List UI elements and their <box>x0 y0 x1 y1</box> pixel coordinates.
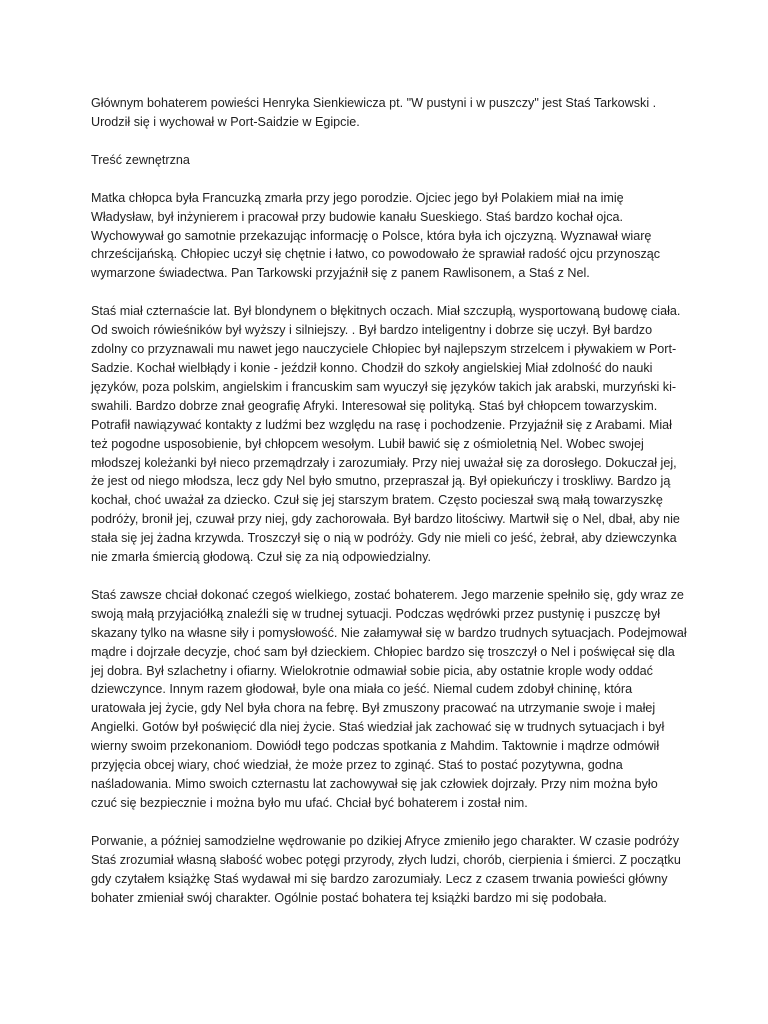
document-body <box>91 94 687 926</box>
paragraph-heroism: Staś zawsze chciał dokonać czegoś wielkiego, zostać bohaterem. Jego marzenie spełniło się, gdy wraz ze swoją małą przyjaciółką znaleźli się w trudnej sytuacji. Podczas wędrówki przez pustynię i puszczę był skazany tylko na własne siły i pomysłowość. Nie załamywał się w bardzo trudnych sytuacjach. Podejmował mądre i dojrzałe decyzje, choć sam był dzieckiem. Chłopiec bardzo się troszczył o Nel i poświęcał się dla jej dobra. Był szlachetny i ofiarny. Wielokrotnie odmawiał sobie picia, aby ostatnie krople wody oddać dziewczynce. Innym razem głodował, byle ona miała co jeść. Niemal cudem zdobył chininę, która uratowała jej życie, gdy Nel była chora na febrę. Był zmuszony pracować na utrzymanie swoje i małej Angielki. Gotów był poświęcić dla niej życie. Staś wiedział jak zachować się w trudnych sytuacjach i był wierny swoim przekonaniom. Dowiódł tego podczas spotkania z Mahdim. Taktownie i mądrze odmówił przyjęcia obcej wiary, choć wiedział, że może przez to zginąć. Staś to postać pozytywna, godna naśladowania. Mimo swoich czternastu lat zachowywał się jak człowiek dojrzały. Przy nim można było czuć się bezpiecznie i można było mu ufać. Chciał być bohaterem i został nim. <box>91 587 687 810</box>
paragraph-conclusion: Porwanie, a później samodzielne wędrowanie po dzikiej Afryce zmieniło jego charakter. W czasie podróży Staś zrozumiał własną słabość wobec potęgi przyrody, złych ludzi, chorób, cierpienia i śmierci. Z początku gdy czytałem książkę Staś wydawał mi się bardzo zarozumiały. Lecz z czasem trwania powieści główny bohater zmieniał swój charakter. Ogólnie postać bohatera tej książki bardzo mi się podobała. <box>91 833 681 905</box>
section-heading: Treść zewnętrzna <box>91 152 190 167</box>
intro-paragraph: Głównym bohaterem powieści Henryka Sienkiewicza pt. "W pustyni i w puszczy" jest Staś Tarkowski . Urodził się i wychował w Port-Saidzie w Egipcie. <box>91 96 657 129</box>
paragraph-mother-father: Matka chłopca była Francuzką zmarła przy jego porodzie. Ojciec jego był Polakiem miał na imię Władysław, był inżynierem i pracował przy budowie kanału Sueskiego. Staś bardzo kochał ojca. Wychowywał go samotnie przekazując informację o Polsce, która była ich ojczyzną. Wyznawał wiarę chrześcijańską. Chłopiec uczył się chętnie i łatwo, co powodowało że sprawiał radość ojcu przynosząc wymarzone świadectwa. Pan Tarkowski przyjaźnił się z panem Rawlisonem, a Staś z Nel. <box>91 190 661 281</box>
paragraph-appearance-character: Staś miał czternaście lat. Był blondynem o błękitnych oczach. Miał szczupłą, wysportowaną budowę ciała. Od swoich rówieśników był wyższy i silniejszy. . Był bardzo inteligentny i dobrze się uczył. Był bardzo zdolny co przyznawali mu nawet jego nauczyciele Chłopiec był najlepszym strzelcem i pływakiem w Port-Sadzie. Kochał wielbłądy i konie - jeździł konno. Chodził do szkoły angielskiej Miał zdolność do nauki języków, poza polskim, angielskim i francuskim sam wyuczył się języków takich jak arabski, murzyński ki-swahili. Bardzo dobrze znał geografię Afryki. Interesował się polityką. Staś był chłopcem towarzyskim. Potrafił nawiązywać kontakty z ludźmi bez względu na rasę i pochodzenie. Przyjaźnił się z Arabami. Miał też pogodne usposobienie, był chłopcem wesołym. Lubił bawić się z ośmioletnią Nel. Wobec swojej młodszej koleżanki był nieco przemądrzały i zarozumiały. Przy niej uważał się za dorosłego. Dokuczał jej, że jest od niego młodsza, lecz gdy Nel było smutno, przepraszał ją. Był opiekuńczy i troskliwy. Bardzo ją kochał, choć uważał za dziecko. Czuł się jej starszym bratem. Często pociesza​ł swą małą towarzyszkę podróży, bronił jej, czuwał przy niej, gdy zachorowała. Był bardzo litościwy. Martwił się o Nel, dbał, aby nie stała się jej żadna krzywda. Troszczył się o nią w podróży. Gdy nie mieli co jeść, żebrał, aby dziewczynka nie zmarła śmiercią głodową. Czuł się za nią odpowiedzialny. <box>91 304 681 565</box>
